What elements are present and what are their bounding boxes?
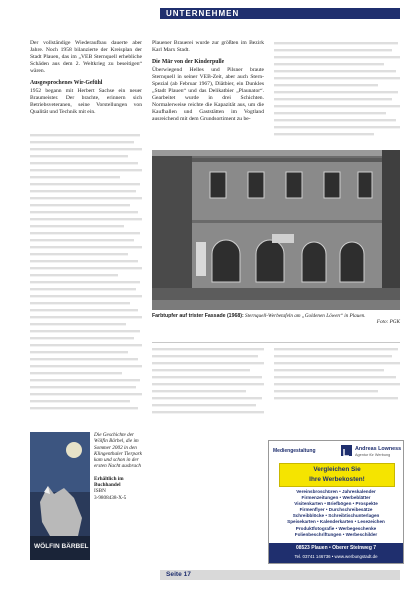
ad-headline-box xyxy=(279,463,395,487)
book-promo xyxy=(30,432,142,560)
wolf-illustration xyxy=(30,432,90,560)
article-body-paragraph: 1952 begann mit Herbert Sachse ein neuer Braumeister. Der brachte, erinnern sich Betriebsveteranen, seine Vorstellungen von Qualität und Technik mit ein. xyxy=(30,88,142,115)
book-availability: Erhältlich im Buchhandel xyxy=(94,475,124,489)
section-divider xyxy=(152,342,400,343)
ad-contact-bar xyxy=(269,543,403,563)
faint-reverse-text-lines xyxy=(152,346,400,426)
ad-service-item: Firmenflyer • Durchschreibesätze xyxy=(299,507,373,513)
ad-agency-label: Mediengestaltung xyxy=(273,448,316,454)
article-subheading-2: Die Mär von der Kinderpulle xyxy=(152,59,225,65)
page-number: Seite 17 xyxy=(166,571,191,578)
article-column-1 xyxy=(30,40,142,116)
agency-advertisement xyxy=(268,440,404,564)
ad-headline-1: Vergleichen Sie xyxy=(313,466,361,473)
building-photo-illustration xyxy=(152,150,400,310)
faint-reverse-text-lines xyxy=(274,40,400,144)
article-intro-paragraph: Der vollständige Wiederaufbau dauerte aber Jahre. Noch 1958 bilanzierte der Kreisplan der Stadt Plauen, das im „VEB Sternquell erhebliche Schäden aus dem 2. Weltkrieg zu beseitigen“ wären. xyxy=(30,40,142,74)
article-intro-paragraph-2: Plauener Brauerei wurde zur größten im Bezirk Karl Marx Stadt. xyxy=(152,40,264,53)
show-through-text-right xyxy=(274,40,400,144)
photo-credit: Foto: PGK xyxy=(376,319,400,326)
brewery-facade-photo xyxy=(152,150,400,310)
ad-service-item: Schreibblöcke • Schreibtischunterlagen xyxy=(292,513,380,519)
book-description xyxy=(94,432,144,501)
book-blurb: Die Geschichte der Wölfin Bärbel, die im Sommer 2002 in den Klingenthaler Tierpark kam und schon in der ersten Nacht ausbrach xyxy=(94,432,142,470)
ad-service-item: Vereinsbroschüren • Jahreskalender xyxy=(296,489,376,494)
logo-l-glyph xyxy=(341,447,352,458)
ad-service-item: Visitenkarten • Briefbögen • Prospekte xyxy=(294,501,378,507)
ad-phone: Tel. 03741 146736 • www.werbungstadt.de xyxy=(294,554,378,559)
article-body-paragraph-2: Überwiegend Helles und Pilsner braute Sternquell in seiner VEB-Zeit, aber auch Stern-Spezial (ab Februar 1967), Diätbier, ein Dunkles „Stadt Plauen“ und das Delikatbier „Plaunator“. Gearbeitet wurde in drei Schichten. Normalerweise reichte die Kapazität aus, um die Kaufhallen und Gaststätten im Vogtland ausreichend mit dem Grundsortiment zu be- xyxy=(152,67,264,122)
caption-bold-text: Farbtupfer auf trister Fassade (1968): xyxy=(152,313,244,319)
ad-service-item: Speisekarten • Kalenderkarten • Lesezeichen xyxy=(287,519,385,525)
ad-header xyxy=(269,441,403,461)
photo-caption xyxy=(152,313,400,326)
ad-service-item: Produktfotografie • Werbegeschenke xyxy=(295,525,377,531)
ad-headline-2: Ihre Werbekosten! xyxy=(309,476,365,483)
show-through-text-lower xyxy=(152,346,400,426)
caption-text: Sternquell-Werbetafeln am „Goldenen Löwen“ in Plauen. xyxy=(243,313,366,319)
book-cover-title: WÖLFIN BÄRBEL xyxy=(34,543,89,550)
ad-services-list xyxy=(273,489,399,538)
page-footer-bar xyxy=(160,570,400,580)
ad-service-item: Firmenzeitungen • Werbeblätter xyxy=(301,495,371,501)
ad-agency-name: Andreas Lowness xyxy=(355,446,402,452)
ad-tagline: Agentur für Werbung xyxy=(355,453,391,457)
article-column-2 xyxy=(152,40,264,123)
ad-address: 08523 Plauen • Oberer Steinweg 7 xyxy=(295,545,377,551)
book-isbn: 3-9808438-X-5 xyxy=(94,494,127,501)
ad-service-item: Folienbeschriftungen • Werbeschilder xyxy=(294,531,378,537)
article-subheading: Ausgesprochenes Wir-Gefühl xyxy=(30,80,103,86)
show-through-text-left xyxy=(30,132,142,422)
faint-reverse-text-lines xyxy=(30,132,142,422)
agency-logo-icon xyxy=(341,445,352,456)
book-cover xyxy=(30,432,90,560)
section-title: UNTERNEHMEN xyxy=(166,9,240,18)
book-isbn-label: ISBN xyxy=(94,488,106,495)
